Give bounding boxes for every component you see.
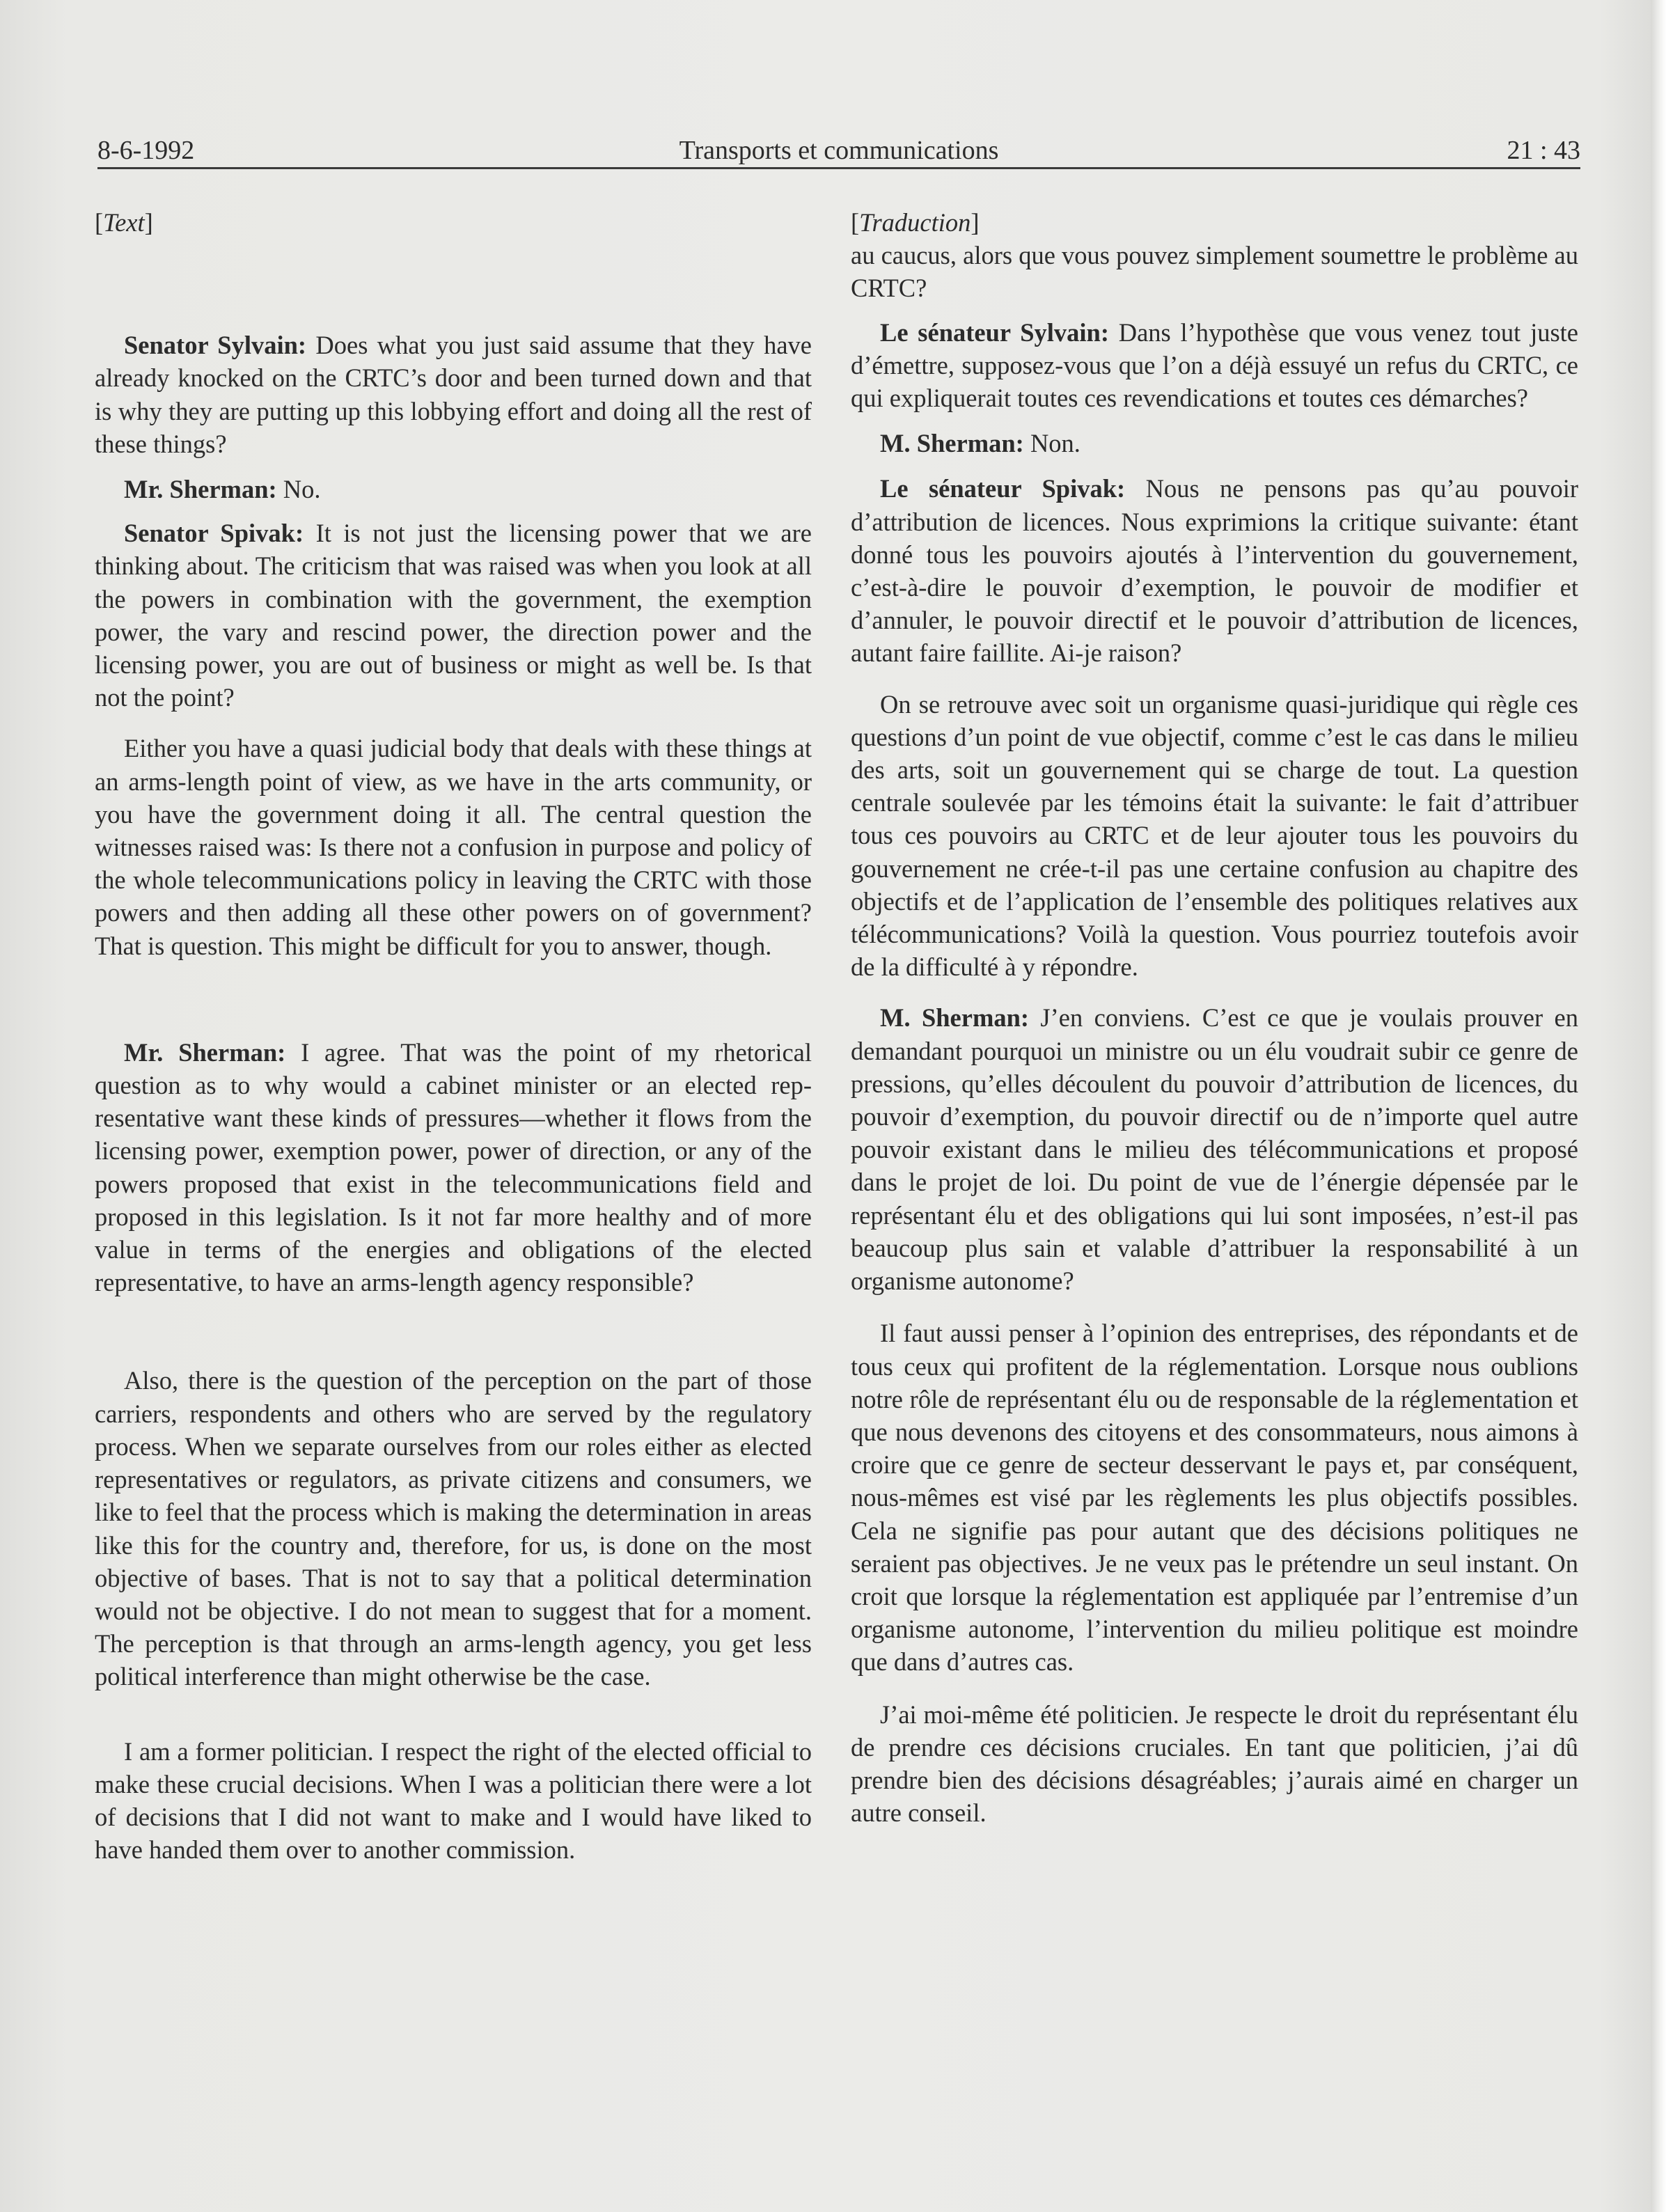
page-header xyxy=(97,132,1580,168)
paragraph-former-politician xyxy=(95,1735,812,1867)
paragraph-either xyxy=(95,732,812,962)
speaker: Mr. Sherman: xyxy=(124,1037,286,1067)
paragraph-text: J’ai moi-même été politicien. Je respecte le droit du représentant élu de prendre ces décisions cruciales. En tant que politicien, j’ai dû prendre bien des décisions désagréables; j’aurais aimé en charger un autre conseil. xyxy=(851,1700,1578,1828)
header-rule xyxy=(97,167,1580,169)
paragraph-text: I am a former politician. I respect the right of the elected official to make these crucial decisions. When I was a politician there were a lot of decisions that I did not want to make and I would have liked to have handed them over to another commission. xyxy=(95,1736,812,1865)
traduction-marker xyxy=(851,206,1578,239)
paragraph-politicien xyxy=(851,1698,1578,1830)
paragraph-spivak-fr xyxy=(851,472,1578,669)
paragraph-sherman-agree xyxy=(95,1036,812,1299)
paragraph-continuation: au caucus, alors que vous pouvez simplement soumettre le problème au CRTC? xyxy=(851,241,1579,303)
paragraph-text: Either you have a quasi judicial body that deals with these things at an arms-length point of view, as we have in the arts community, or you have the government doing it all. The central question the witnesses raised was: Is there not a confusion in purpose and policy of the whole telecommunications policy in leaving the CRTC with those powers and then adding all these other powers on of government? That is question. This might be difficult for you to answer, though. xyxy=(95,734,812,960)
paragraph-sylvain xyxy=(95,329,812,460)
paragraph-text: Non. xyxy=(1023,429,1080,458)
header-page-number: 21 : 43 xyxy=(1507,136,1580,165)
paragraph-text: On se retrouve avec soit un organisme quasi-juridique qui règle ces questions d’un point de vue objectif, comme c’est le cas dans le milieu des arts, soit un gouvernement qui se charge de tout. La question centrale soulevée par les témoins était la suivante: le fait d’attribuer tous ces pouvoirs au CRTC et de leur ajouter tous les pouvoirs du gouvernement ne crée-t-il pas une certaine confusion au chapitre des objectifs et de l’application de l’ensemble des politiques relatives aux télécommunications? Voilà la question. Vous pourriez toutefois avoir de la difficulté à y répondre. xyxy=(851,689,1578,982)
paragraph-text: Does what you just said assume that they have already knocked on the CRTC’s door and been turned down and that is why they are putting up this lobbying effort and doing all the rest of these things? xyxy=(95,331,812,458)
speaker: Le sénateur Spivak: xyxy=(880,474,1126,503)
paragraph-organisme xyxy=(851,688,1578,984)
text-marker-open: [ xyxy=(95,208,104,237)
paragraph-text: Also, there is the question of the perception on the part of those carriers, respondents and others who are served by the regulatory process. When we separate ourselves from our roles either as elected representatives or regulators, as private citizens and consumers, we like to feel that the process which is making the determination in areas like this for the country and, therefore, for us, is done on the most objective of bases. That is not to say that a political determination would not be objective. I do not mean to suggest that for a moment. The perception is that through an arms-length agency, you get less political interference than might otherwise be the case. xyxy=(95,1366,812,1691)
paragraph-text: It is not just the licensing power that we are thinking about. The criticism that was raised was when you look at all the powers in combination with the government, the exemption power, the vary and rescind power, the direction power and the licensing power, you are out of business or might as well be. Is that not the point? xyxy=(95,519,812,712)
french-column xyxy=(851,206,1578,1829)
traduction-marker-word: Traduction xyxy=(859,208,971,237)
speaker: M. Sherman: xyxy=(880,429,1024,458)
speaker: M. Sherman: xyxy=(880,1003,1030,1033)
paragraph-spivak xyxy=(95,517,812,714)
paragraph-perception xyxy=(95,1364,812,1693)
page-edge xyxy=(1651,0,1666,2212)
speaker: Senator Sylvain: xyxy=(124,331,307,360)
header-date: 8-6-1992 xyxy=(97,136,195,165)
paragraph-text: J’en conviens. C’est ce que je voulais prouver en demandant pourquoi un ministre ou un élu voudrait subir ce genre de pressions, qu’elles découlent du pouvoir d’attribution de licences, du pouvoir d’exemption, du pouvoir directif ou de n’importe quel autre pouvoir existant dans le milieu des télécommunications et proposé dans le projet de loi. Du point de vue de l’énergie dépensée par le représentant élu et des obligations qui lui sont imposées, n’est-il pas beaucoup plus sain et valable d’attribuer la responsabilité à un organisme autonome? xyxy=(851,1003,1578,1296)
paragraph-sylvain-fr xyxy=(851,316,1578,415)
text-marker-word: Text xyxy=(103,208,145,237)
text-marker-close: ] xyxy=(144,208,153,237)
header-title: Transports et communications xyxy=(679,136,999,165)
paragraph-text: Il faut aussi penser à l’opinion des entreprises, des répondants et de tous ceux qui profitent de la réglementation. Lorsque nous oublions notre rôle de représentant élu ou de responsable de la réglementation et que nous devenons des citoyens et des consommateurs, nous aimons à croire que ce genre de secteur desservant le pays et, par conséquent, nous-mêmes est visé par les règlements les plus objectifs possibles. Cela ne signifie pas pour autant que des décisions politiques ne seraient pas objectives. Je ne veux pas le prétendre un seul instant. On croit que lorsque la réglementation est appliquée par l’entremise d’un organisme autonome, l’intervention du milieu politique est moindre que dans d’autres cas. xyxy=(851,1319,1578,1677)
english-column xyxy=(95,206,812,1866)
paragraph-sherman-non xyxy=(851,427,1578,460)
speaker: Le sénateur Sylvain: xyxy=(880,317,1109,347)
paragraph-text: I agree. That was the point of my rhetorical question as to why would a cabinet minister or an elected representative want these kinds of pressures—whether it flows from the licensing power, exemption power, power of direction, or any of the powers proposed that exist in the telecommunications field and proposed in this legislation. Is it not far more healthy and of more value in terms of the energies and obligations of the elected representative, to have an arms-length agency responsible? xyxy=(95,1037,812,1297)
traduction-marker-open: [ xyxy=(851,208,860,237)
text-marker xyxy=(95,206,812,239)
paragraph-text: No. xyxy=(276,475,321,504)
traduction-marker-close: ] xyxy=(970,208,980,237)
speaker: Mr. Sherman: xyxy=(124,475,277,504)
paragraph-text: Dans l’hypothèse que vous venez tout juste d’émettre, supposez-vous que l’on a déjà essuyé un refus du CRTC, ce qui expliquerait toutes ces revendications et toutes ces démarches? xyxy=(851,317,1579,413)
paragraph-opinion xyxy=(851,1317,1578,1678)
paragraph-sherman-no xyxy=(95,473,812,505)
paragraph-sherman-conviens xyxy=(851,1001,1578,1297)
paragraph-text: Nous ne pensons pas qu’au pouvoir d’attribution de licences. Nous exprimions la critique suivante: étant donné tous les pouvoirs ajoutés à l’intervention du gouvernement, c’est-à-dire le pouvoir d’exemption, le pouvoir de modifier et d’annuler, le pouvoir directif et le pouvoir d’attribution de licences, autant faire faillite. Ai-je raison? xyxy=(851,474,1578,668)
speaker: Senator Spivak: xyxy=(124,519,304,548)
